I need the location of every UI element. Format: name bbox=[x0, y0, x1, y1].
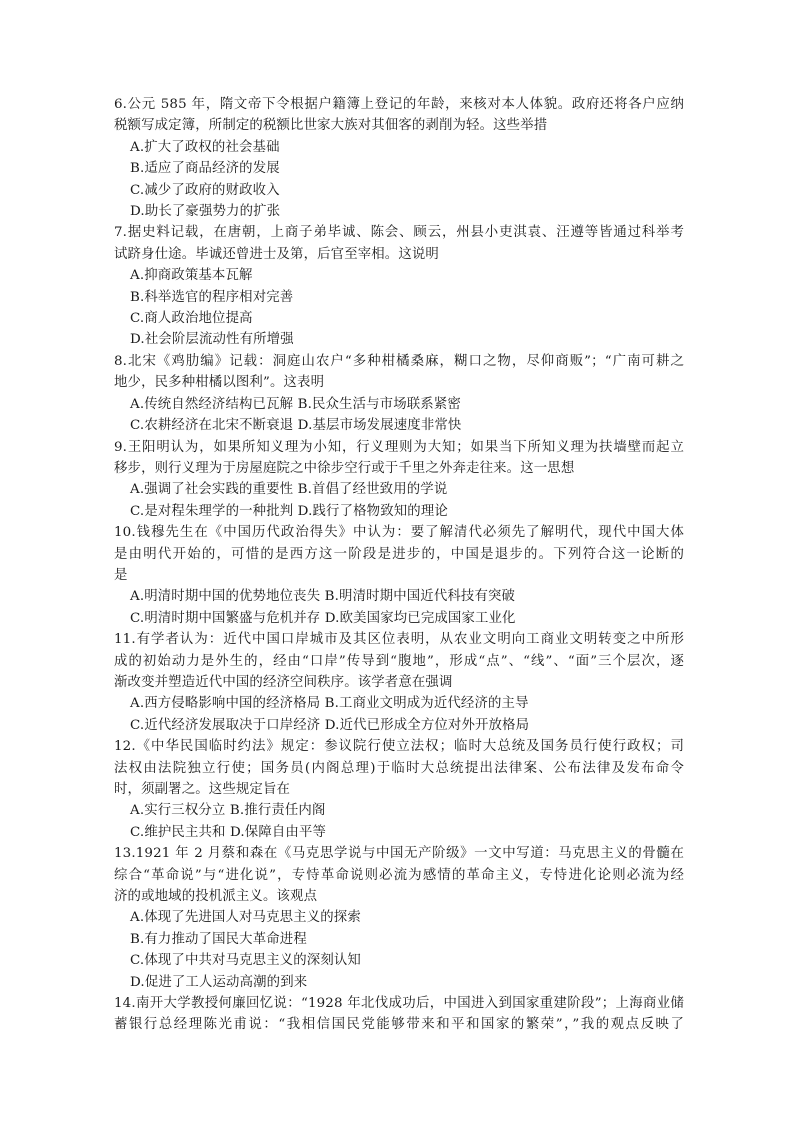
answer-option: A.传统自然经济结构已瓦解 B.民众生活与市场联系紧密 bbox=[130, 396, 461, 412]
question-9 bbox=[114, 437, 684, 523]
answer-option: C.维护民主共和 D.保障自由平等 bbox=[130, 824, 327, 840]
answer-option: D.助长了豪强势力的扩张 bbox=[130, 204, 281, 220]
answer-option: C.是对程朱理学的一种批判 D.践行了格物致知的理论 bbox=[130, 503, 448, 519]
answer-option: A.实行三权分立 B.推行责任内阁 bbox=[130, 803, 326, 819]
question-stem-line: 12.《中华民国临时约法》规定：参议院行使立法权；临时大总统及国务员行使行政权；司 bbox=[114, 739, 684, 755]
question-stem-line: 成的初始动力是外生的，经由“口岸”传导到“腹地”，形成“点”、“线”、“面”三个层次，逐 bbox=[114, 653, 684, 669]
question-stem-line: 是由明代开始的，可惜的是西方这一阶段是进步的，中国是退步的。下列符合这一论断的 bbox=[114, 546, 684, 562]
answer-option: A.西方侵略影响中国的经济格局 B.工商业文明成为近代经济的主导 bbox=[130, 696, 529, 712]
answer-option: C.体现了中共对马克思主义的深刻认知 bbox=[130, 953, 361, 969]
question-stem-line: 7.据史料记载，在唐朝，上商子弟毕诚、陈会、顾云，州县小吏淇袁、汪遵等皆通过科举考 bbox=[114, 225, 684, 241]
question-6 bbox=[114, 94, 684, 222]
question-stem-line: 10.钱穆先生在《中国历代政治得失》中认为：要了解清代必须先了解明代，现代中国大体 bbox=[114, 525, 684, 541]
question-stem-line: 法权由法院独立行使；国务员(内阁总理)于临时大总统提出法律案、公布法律及发布命令 bbox=[114, 760, 684, 776]
answer-option: B.有力推动了国民大革命进程 bbox=[130, 931, 307, 947]
question-8 bbox=[114, 351, 684, 437]
question-stem-line: 税额写成定簿，所制定的税额比世家大族对其佃客的剥削为轻。这些举措 bbox=[114, 118, 548, 134]
answer-option: D.促进了工人运动高潮的到来 bbox=[130, 974, 308, 990]
answer-option: A.强调了社会实践的重要性 B.首倡了经世致用的学说 bbox=[130, 482, 448, 498]
question-7 bbox=[114, 222, 684, 350]
question-stem-line: 9.王阳明认为，如果所知义理为小知，行义理则为大知；如果当下所知义理为扶墙壁而起立 bbox=[114, 439, 684, 455]
answer-option: D.社会阶层流动性有所增强 bbox=[130, 332, 294, 348]
answer-option: C.减少了政府的财政收入 bbox=[130, 182, 280, 198]
answer-option: B.适应了商品经济的发展 bbox=[130, 161, 280, 177]
question-stem-line: 6.公元 585 年，隋文帝下令根据户籍簿上登记的年龄，来核对本人体貌。政府还将各户应纳 bbox=[114, 97, 684, 112]
exam-page bbox=[114, 94, 684, 1036]
answer-option: A.明清时期中国的优势地位丧失 B.明清时期中国近代科技有突破 bbox=[130, 589, 516, 605]
answer-option: C.近代经济发展取决于口岸经济 D.近代已形成全方位对外开放格局 bbox=[130, 717, 530, 733]
question-stem-line: 8.北宋《鸡肋编》记载：洞庭山农户“多种柑橘桑麻，糊口之物，尽仰商贩”；“广南可耕之 bbox=[114, 353, 684, 369]
question-10 bbox=[114, 522, 684, 629]
question-stem-line: 综合“革命说”与“进化说”，专恃革命说则必流为感情的革命主义，专恃进化论则必流为经 bbox=[114, 867, 684, 883]
question-stem-line: 济的或地域的投机派主义。该观点 bbox=[114, 889, 318, 905]
question-stem-line: 移步，则行义理为于房屋庭院之中徐步空行或于千里之外奔走往来。这一思想 bbox=[114, 460, 575, 476]
question-stem-line: 时，须副署之。这些规定旨在 bbox=[114, 782, 291, 797]
question-stem-line: 地少，民多种柑橘以图利”。这表明 bbox=[114, 375, 325, 391]
question-stem-line: 11.有学者认为：近代中国口岸城市及其区位表明，从农业文明向工商业文明转变之中所形 bbox=[114, 632, 684, 648]
question-stem-line: 蓄银行总经理陈光甫说：“我相信国民党能够带来和平和国家的繁荣”，”我的观点反映了 bbox=[114, 1017, 684, 1033]
answer-option: B.科举选官的程序相对完善 bbox=[130, 289, 294, 305]
question-13 bbox=[114, 843, 684, 993]
answer-option: C.商人政治地位提高 bbox=[130, 311, 253, 327]
answer-option: A.扩大了政权的社会基础 bbox=[130, 139, 280, 155]
question-stem-line: 试跻身仕途。毕诚还曾进士及第，后官至宰相。这说明 bbox=[114, 246, 439, 262]
question-stem-line: 14.南开大学教授何廉回忆说：“1928 年北伐成功后，中国进入到国家重建阶段”；上海商业储 bbox=[114, 996, 684, 1012]
question-12 bbox=[114, 736, 684, 843]
question-stem-line: 是 bbox=[114, 567, 128, 583]
question-11 bbox=[114, 629, 684, 736]
answer-option: C.明清时期中国繁盛与危机并存 D.欧美国家均已完成国家工业化 bbox=[130, 610, 516, 626]
answer-option: C.农耕经济在北宋不断衰退 D.基层市场发展速度非常快 bbox=[130, 418, 462, 434]
answer-option: A.体现了先进国人对马克思主义的探索 bbox=[130, 910, 361, 926]
question-stem-line: 13.1921 年 2 月蔡和森在《马克思学说与中国无产阶级》一文中写道：马克思主义的骨髓在 bbox=[114, 846, 684, 862]
question-14 bbox=[114, 993, 684, 1036]
answer-option: A.抑商政策基本瓦解 bbox=[130, 268, 253, 284]
question-stem-line: 渐改变并塑造近代中国的经济空间秩序。该学者意在强调 bbox=[114, 674, 453, 690]
